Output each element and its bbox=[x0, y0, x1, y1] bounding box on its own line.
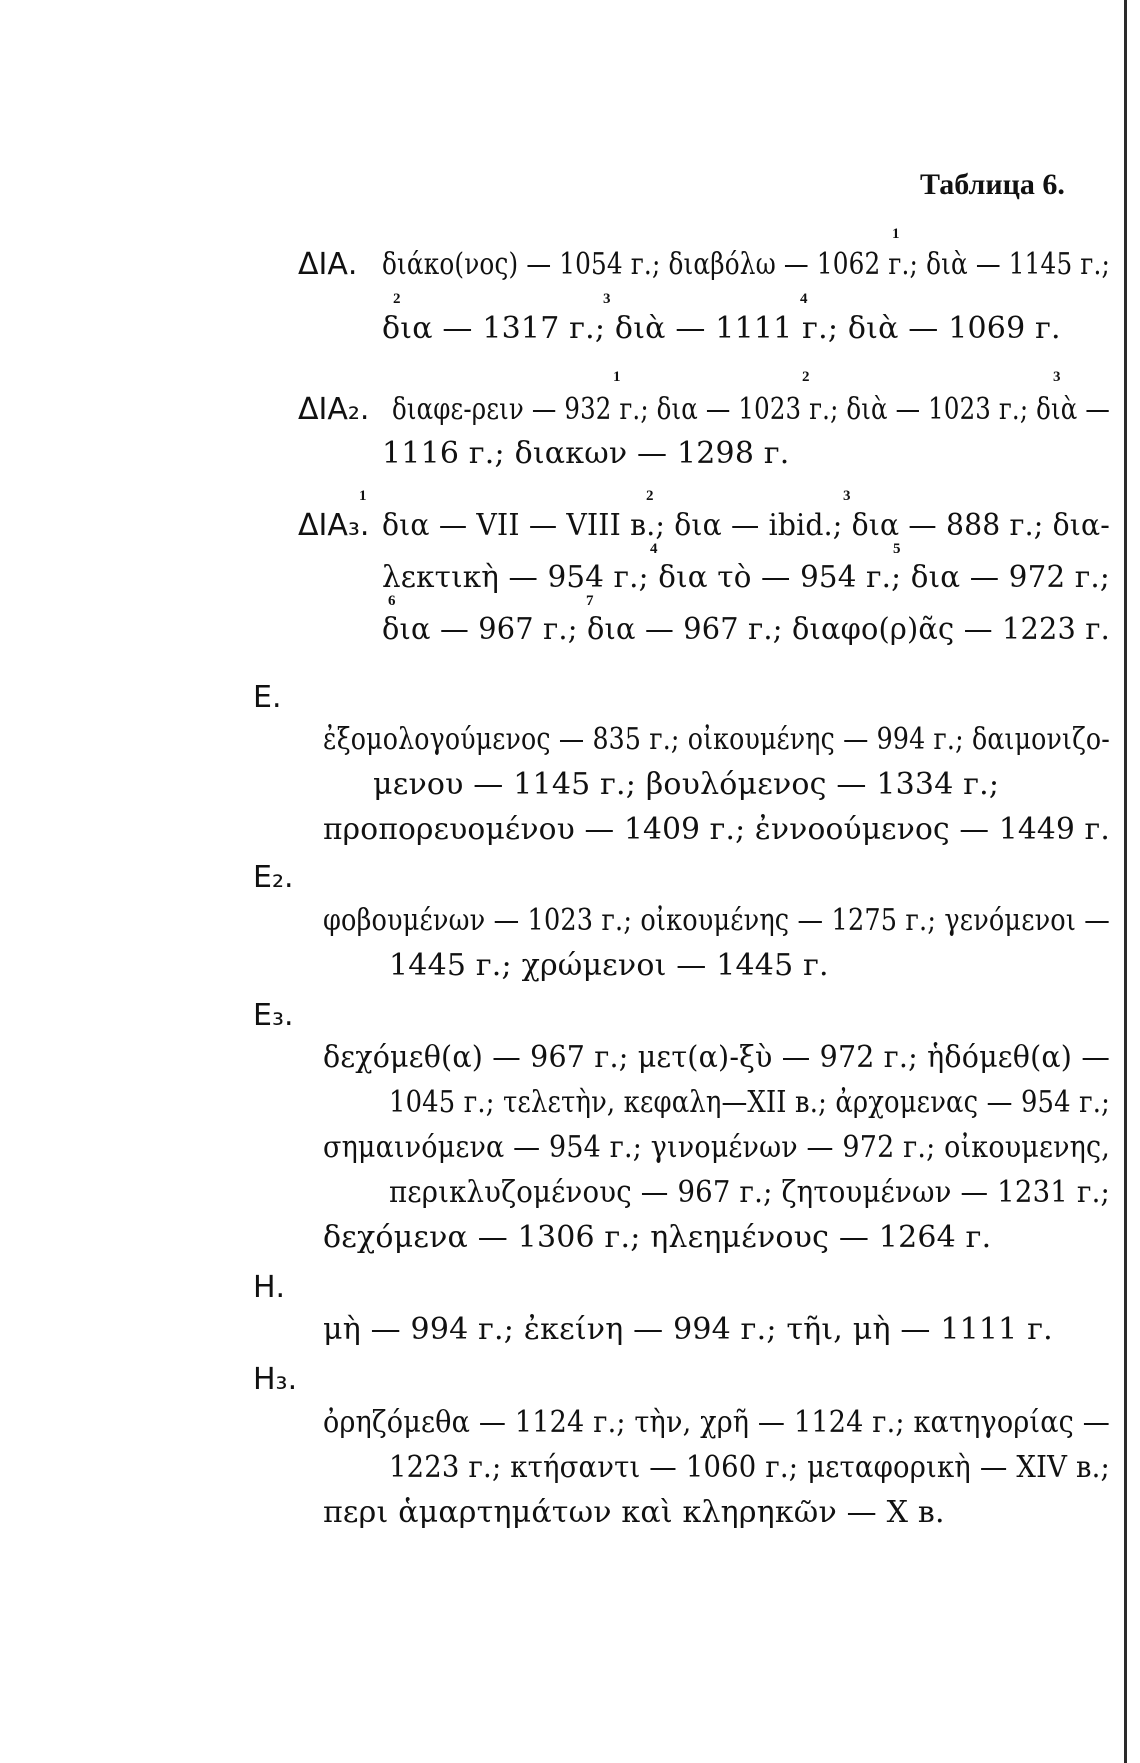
section-label-dia2: ΔΙΑ₂. bbox=[298, 392, 370, 427]
page-title: Таблица 6. bbox=[920, 168, 1065, 201]
text-line: ἐξομολογούμενος — 835 г.; οἰκουμένης — 994 г.; δαιμονιζο- bbox=[323, 722, 1110, 757]
section-label-e2: Ε₂. bbox=[253, 860, 294, 895]
superscript-marker: 4 bbox=[650, 541, 658, 557]
text-line: προπορευομένου — 1409 г.; ἐννοούμενος — 1449 г. bbox=[323, 812, 1110, 847]
superscript-marker: 7 bbox=[586, 593, 594, 609]
section-label-h: Η. bbox=[253, 1270, 286, 1305]
text-line: δεχόμενα — 1306 г.; ηλεημένους — 1264 г. bbox=[323, 1220, 992, 1255]
text-line: δια — VII — VIII в.; δια — ibid.; δια — 888 г.; δια- bbox=[382, 508, 1110, 543]
superscript-marker: 4 bbox=[800, 291, 808, 307]
text-line: μενου — 1145 г.; βουλόμενος — 1334 г.; bbox=[373, 767, 1000, 802]
superscript-marker: 1 bbox=[892, 226, 900, 242]
text-line: δεχόμεθ(α) — 967 г.; μετ(α)-ξὺ — 972 г.; ἡδόμεθ(α) — bbox=[323, 1040, 1110, 1075]
text-line: δια — 1317 г.; διὰ — 1111 г.; διὰ — 1069 г. bbox=[382, 311, 1061, 346]
text-line: περικλυζομένους — 967 г.; ζητουμένων — 1231 г.; bbox=[389, 1175, 1110, 1210]
page-edge-line bbox=[1124, 0, 1127, 1763]
superscript-marker: 5 bbox=[893, 541, 901, 557]
section-label-dia: ΔΙΑ. bbox=[298, 247, 358, 282]
text-line: σημαινόμενα — 954 г.; γινομένων — 972 г.; οἰκουμενης, bbox=[323, 1130, 1110, 1165]
text-line: 1223 г.; κτήσαντι — 1060 г.; μεταφορικὴ — XIV в.; bbox=[389, 1450, 1110, 1485]
text-line: λεκτικὴ — 954 г.; δια τὸ — 954 г.; δια — 972 г.; bbox=[382, 560, 1110, 595]
superscript-marker: 3 bbox=[843, 488, 851, 504]
section-label-dia3: ΔΙΑ₃. bbox=[298, 508, 370, 543]
text-line: διαφε-ρειν — 932 г.; δια — 1023 г.; διὰ — 1023 г.; διὰ — bbox=[392, 392, 1110, 427]
superscript-marker: 2 bbox=[646, 488, 654, 504]
text-line: 1045 г.; τελετὴν, κεφαλη—XII в.; ἀρχομενας — 954 г.; bbox=[389, 1085, 1110, 1120]
text-line: 1445 г.; χρώμενοι — 1445 г. bbox=[389, 948, 829, 983]
superscript-marker: 3 bbox=[1053, 369, 1061, 385]
superscript-marker: 3 bbox=[603, 291, 611, 307]
superscript-marker: 1 bbox=[359, 488, 367, 504]
section-label-e: Ε. bbox=[253, 680, 282, 715]
text-line: περι ἁμαρτημάτων καὶ κληρηκῶν — X в. bbox=[323, 1495, 945, 1530]
text-line: δια — 967 г.; δια — 967 г.; διαφο(ρ)ᾶς — 1223 г. bbox=[382, 612, 1110, 647]
superscript-marker: 6 bbox=[388, 593, 396, 609]
section-label-e3: Ε₃. bbox=[253, 998, 294, 1033]
text-line: διάκο(νος) — 1054 г.; διαβόλω — 1062 г.; διὰ — 1145 г.; bbox=[382, 247, 1110, 282]
text-line: 1116 г.; διακων — 1298 г. bbox=[382, 436, 790, 471]
section-label-h3: Η₃. bbox=[253, 1362, 298, 1397]
text-line: μὴ — 994 г.; ἐκείνη — 994 г.; τῆι, μὴ — 1111 г. bbox=[323, 1312, 1053, 1347]
superscript-marker: 2 bbox=[802, 369, 810, 385]
text-line: φοβουμένων — 1023 г.; οἰκουμένης — 1275 г.; γενόμενοι — bbox=[323, 903, 1110, 938]
superscript-marker: 1 bbox=[613, 369, 621, 385]
text-line: ὀρηζόμεθα — 1124 г.; τὴν, χρῆ — 1124 г.; κατηγορίας — bbox=[323, 1405, 1110, 1440]
superscript-marker: 2 bbox=[393, 291, 401, 307]
